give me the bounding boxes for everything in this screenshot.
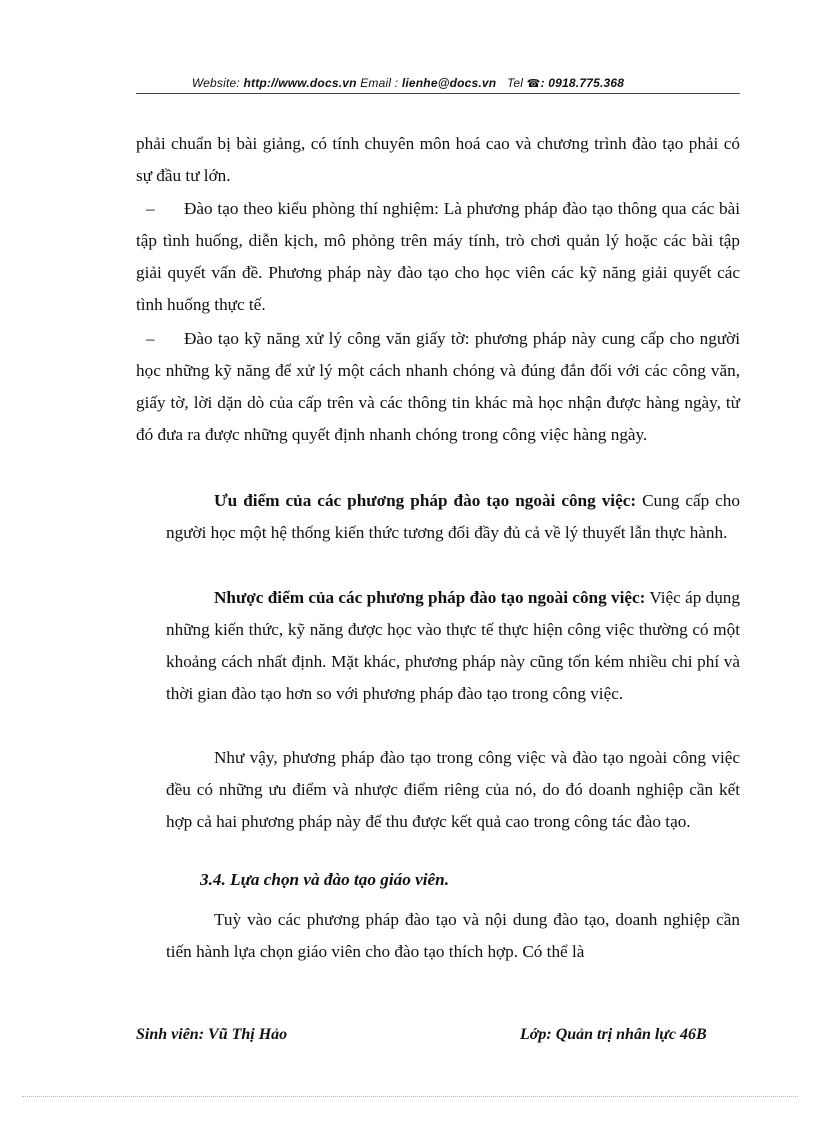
disadvantages-title: Nhược điểm của các phương pháp đào tạo ngoài công việc: [214,588,646,607]
paragraph-advantages [166,485,740,549]
advantages-text: Cung cấp cho người học một hệ thống kiến thức tương đối đầy đủ cả về lý thuyết lẫn thực hành. [166,491,740,542]
paragraph-teacher-selection: Tuỳ vào các phương pháp đào tạo và nội dung đào tạo, doanh nghiệp cần tiến hành lựa chọn giáo viên cho đào tạo thích hợp. Có thể là [166,910,740,961]
header-divider [136,93,740,94]
paragraph-lab-training-text: Đào tạo theo kiểu phòng thí nghiệm: Là phương pháp đào tạo thông qua các bài tập tình huống, diễn kịch, mô phỏng trên máy tính, trò chơi quản lý hoặc các bài tập giải quyết vấn đề. Phương pháp này đào tạo cho học viên các kỹ năng giải quyết các tình huống thực tế. [136,199,740,314]
tel-value: : 0918.775.368 [540,76,625,90]
bullet-dash: – [146,199,155,218]
footer-student: Sinh viên: Vũ Thị Hảo [136,1026,288,1043]
footer-class: Lớp: Quản trị nhân lực 46B [520,1026,707,1043]
paragraph-disadvantages [166,582,740,710]
paragraph-conclusion: Như vậy, phương pháp đào tạo trong công việc và đào tạo ngoài công việc đều có những ưu điểm và nhược điểm riêng của nó, do đó doanh nghiệp cần kết hợp cả hai phương pháp này để thu được kết quả cao trong công tác đào tạo. [166,748,740,831]
paragraph-paperwork-training [136,323,740,451]
paragraph-paperwork-training-text: Đào tạo kỹ năng xử lý công văn giấy tờ: phương pháp này cung cấp cho người học những kỹ năng để xử lý một cách nhanh chóng và đúng đắn đối với các công văn, giấy tờ, lời dặn dò của cấp trên và các thông tin khác mà học nhận được hàng ngày, từ đó đưa ra được những quyết định nhanh chóng trong công việc hàng ngày. [136,329,740,444]
website-label: Website: [191,76,240,90]
paragraph-lab-training [136,193,740,321]
website-url[interactable]: http://www.docs.vn [243,76,357,90]
tel-label: Tel [506,76,524,90]
page-header [0,76,816,90]
paragraph-1: phải chuẩn bị bài giảng, có tính chuyên môn hoá cao và chương trình đào tạo phải có sự đầu tư lớn. [136,134,740,185]
telephone-icon: ☎ [526,78,541,90]
disadvantages-text: Việc áp dụng những kiến thức, kỹ năng được học vào thực tế thực hiện công việc thường có một khoảng cách nhất định. Mặt khác, phương pháp này cũng tốn kém nhiều chi phí và thời gian đào tạo hơn so với phương pháp đào tạo trong công việc. [166,588,740,703]
bottom-divider [22,1096,798,1097]
email-label: Email : [360,76,399,90]
bullet-dash: – [146,329,155,348]
advantages-title: Ưu điểm của các phương pháp đào tạo ngoài công việc: [214,491,637,510]
section-heading: 3.4. Lựa chọn và đào tạo giáo viên. [200,870,450,889]
email-value[interactable]: lienhe@docs.vn [401,76,497,90]
